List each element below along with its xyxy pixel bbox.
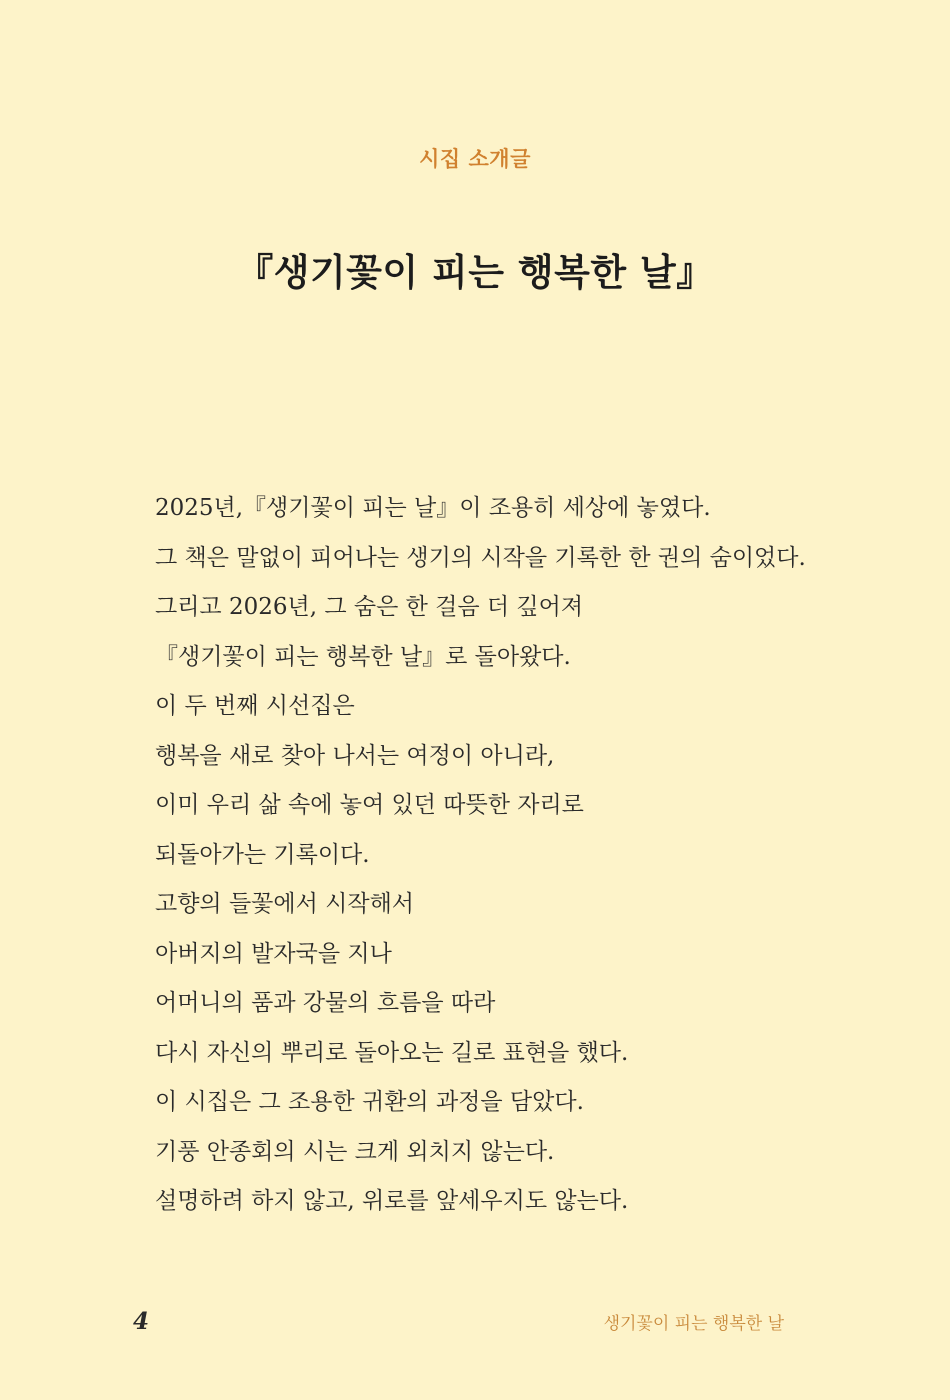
body-line: 아버지의 발자국을 지나 — [155, 940, 392, 967]
body-line: 『생기꽃이 피는 행복한 날』로 돌아왔다. — [155, 643, 571, 670]
body-line: 그 책은 말없이 피어나는 생기의 시작을 기록한 한 권의 숨이었다. — [155, 544, 806, 571]
body-line: 설명하려 하지 않고, 위로를 앞세우지도 않는다. — [155, 1188, 629, 1214]
body-line: 이 시집은 그 조용한 귀환의 과정을 담았다. — [155, 1089, 584, 1115]
book-title: 『생기꽃이 피는 행복한 날』 — [236, 251, 714, 294]
body-line: 2025년,『생기꽃이 피는 날』이 조용히 세상에 놓였다. — [155, 495, 711, 521]
body-line: 고향의 들꽃에서 시작해서 — [155, 891, 415, 917]
body-line: 행복을 새로 찾아 나서는 여정이 아니라, — [155, 742, 555, 769]
body-line: 그리고 2026년, 그 숨은 한 걸음 더 깊어져 — [155, 594, 584, 620]
body-line: 이 두 번째 시선집은 — [155, 693, 355, 719]
body-line: 다시 자신의 뿌리로 돌아오는 길로 표현을 했다. — [155, 1039, 629, 1066]
body-line: 어머니의 품과 강물의 흐름을 따라 — [155, 990, 496, 1016]
body-line: 이미 우리 삶 속에 놓여 있던 따뜻한 자리로 — [155, 792, 584, 818]
section-label: 시집 소개글 — [419, 147, 531, 171]
running-header: 생기꽃이 피는 행복한 날 — [603, 1314, 784, 1334]
page-number: 4 — [133, 1308, 150, 1335]
body-line: 기풍 안종회의 시는 크게 외치지 않는다. — [155, 1138, 555, 1165]
body-line: 되돌아가는 기록이다. — [155, 841, 370, 868]
intro-body — [155, 484, 855, 1227]
